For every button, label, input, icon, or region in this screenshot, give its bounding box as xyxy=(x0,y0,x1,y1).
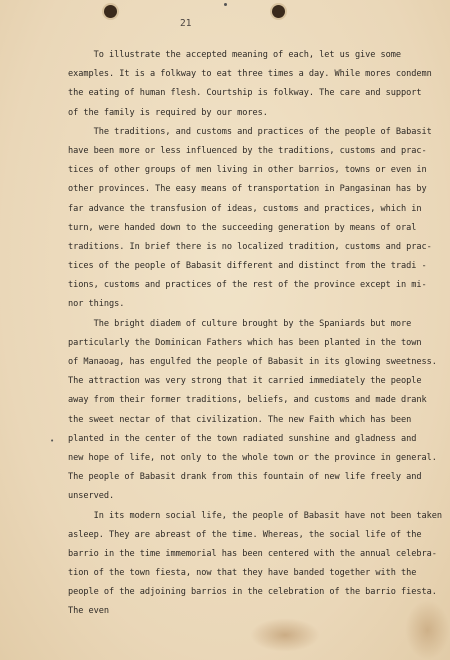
text-line: new hope of life, not only to the whole town or the province in general. xyxy=(68,452,437,463)
text-line: The even xyxy=(68,606,109,617)
text-line: away from their former traditions, beliefs, and customs and made drank xyxy=(68,395,427,406)
text-line: The traditions, and customs and practices of the people of Babasit xyxy=(68,126,432,137)
speck xyxy=(224,3,227,6)
text-line: tion of the town fiesta, now that they have banded together with the xyxy=(68,568,417,579)
text-line: unserved. xyxy=(68,491,115,502)
text-line: of the family is required by our mores. xyxy=(68,107,268,118)
text-line: of Manaoag, has engulfed the people of Babasit in its glowing sweetness. xyxy=(68,357,437,367)
punch-hole-right xyxy=(272,5,285,18)
punch-hole-left xyxy=(104,5,117,18)
text-line: barrio in the time immemorial has been centered with the annual celebra- xyxy=(68,548,437,559)
text-line: have been more or less influenced by the traditions, customs and prac- xyxy=(68,145,427,156)
text-line: The people of Babasit drank from this fountain of new life freely and xyxy=(68,472,422,483)
text-line: planted in the center of the town radiated sunshine and gladness and xyxy=(68,433,417,444)
text-line: tices of other groups of men living in other barrios, towns or even in xyxy=(68,165,427,176)
text-line: In its modern social life, the people of Babasit have not been taken xyxy=(68,510,443,521)
text-line: traditions. In brief there is no localized tradition, customs and prac- xyxy=(68,241,432,252)
text-line: To illustrate the accepted meaning of each, let us give some xyxy=(68,50,402,60)
text-line: asleep. They are abreast of the time. Whereas, the social life of the xyxy=(68,529,422,540)
text-line: tions, customs and practices of the rest of the province except in mi- xyxy=(68,280,427,291)
water-stain xyxy=(250,618,320,652)
margin-mark: • xyxy=(50,437,55,445)
body-text xyxy=(68,46,443,622)
text-line: The attraction was very strong that it carried immediately the people xyxy=(68,376,422,387)
text-line: nor things. xyxy=(68,299,125,310)
text-line: far advance the transfusion of ideas, customs and practices, which in xyxy=(68,203,422,214)
text-line: particularly the Dominican Fathers which has been planted in the town xyxy=(68,337,422,348)
text-line: tices of the people of Babasit different and distinct from the tradi - xyxy=(68,261,427,272)
text-line: examples. It is a folkway to eat three times a day. While mores condemn xyxy=(68,69,432,80)
text-line: people of the adjoining barrios in the celebration of the barrio fiesta. xyxy=(68,587,437,598)
text-line: The bright diadem of culture brought by the Spaniards but more xyxy=(68,318,412,329)
water-stain xyxy=(405,600,450,660)
text-line: the sweet nectar of that civilization. The new Faith which has been xyxy=(68,414,412,425)
text-line: turn, were handed down to the succeeding generation by means of oral xyxy=(68,222,417,233)
page-number: 21 xyxy=(180,18,192,29)
text-line: other provinces. The easy means of transportation in Pangasinan has by xyxy=(68,184,427,195)
text-line: the eating of human flesh. Courtship is folkway. The care and support xyxy=(68,88,422,99)
